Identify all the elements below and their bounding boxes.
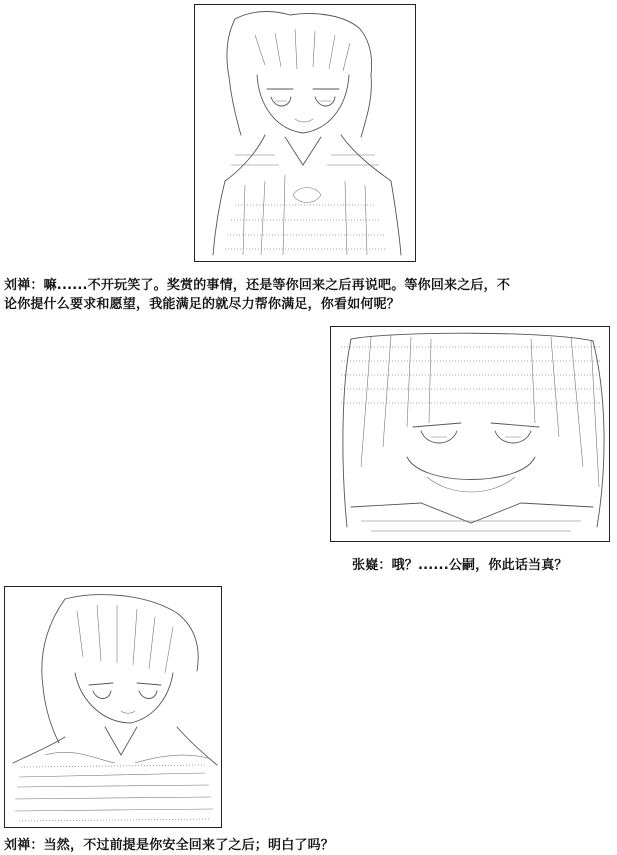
art-panel-1 xyxy=(194,4,416,262)
ascii-art-portrait-liu-shan-2 xyxy=(5,587,222,828)
dialogue-line-1b: 论你提什么要求和愿望，我能满足的就尽力帮你满足，你看如何呢？ xyxy=(4,297,401,312)
ascii-art-portrait-liu-shan-1 xyxy=(195,5,416,262)
dialogue-line-3a: 刘禅：当然，不过前提是你安全回来了之后；明白了吗？ xyxy=(4,838,335,853)
ascii-art-closeup-zhang-yi xyxy=(331,327,610,542)
art-panel-2 xyxy=(330,326,610,542)
art-panel-3 xyxy=(4,586,222,828)
dialogue-line-1a: 刘禅：嘛......不开玩笑了。奖赏的事情，还是等你回来之后再说吧。等你回来之后，不 xyxy=(4,278,511,293)
dialogue-caption-1 xyxy=(4,276,616,314)
dialogue-caption-3 xyxy=(4,836,616,855)
dialogue-line-2a: 张嶷：哦？......公嗣，你此话当真？ xyxy=(352,558,568,573)
dialogue-caption-2 xyxy=(352,556,614,575)
